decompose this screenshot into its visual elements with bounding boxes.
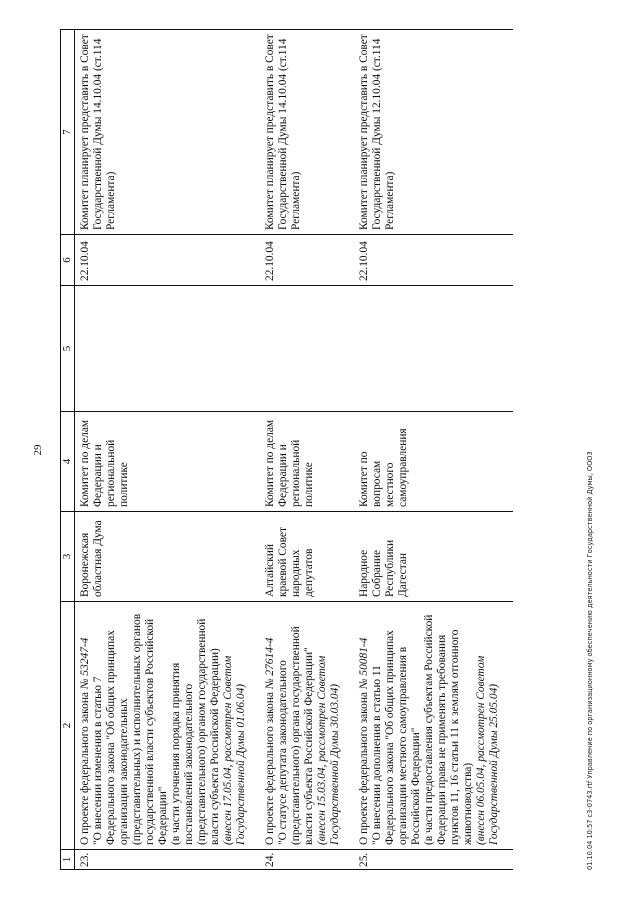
bill-title-line: организации законодательных (118, 698, 130, 845)
bill-description-cell (260, 602, 354, 850)
bill-title-line: животноводства) (462, 762, 474, 845)
action-cell: Комитет планирует представить в Совет Государственной Думы 14.10.04 (ст.114 Регламента) (75, 30, 261, 235)
bill-title-line: государственной власти субъектов Российской (144, 618, 156, 845)
row-number: 25. (354, 850, 513, 870)
bill-description-cell (75, 602, 261, 850)
bill-title-line: (в части уточнения порядка принятия (170, 662, 182, 845)
bills-table (60, 29, 513, 870)
bill-note-line: (внесен 15.03.04, рассмотрен Советом (316, 655, 328, 845)
committee-cell: Комитет по вопросам местного самоуправления (354, 412, 513, 512)
rotated-sheet (30, 30, 600, 870)
bill-note-line: Государственной Думы 30.03.04) (329, 683, 341, 845)
bill-description-cell (354, 602, 513, 850)
initiator-cell: Народное Собрание Республики Дагестан (354, 512, 513, 602)
committee-cell: Комитет по делам Федерации и региональной политике (260, 412, 354, 512)
bill-title-first-line (79, 606, 92, 845)
bill-title-line: (представительного) органа государственной (290, 626, 302, 845)
table-row (260, 30, 354, 870)
bill-title-line: пунктов 11, 16 статьи 11 к землям отгонного (449, 629, 461, 845)
bill-title-prefix: О проекте федерального закона (358, 689, 370, 845)
initiator-cell: Воронежская областная Дума (75, 512, 261, 602)
column-header: 7 (61, 30, 75, 235)
table-header-row (61, 30, 75, 870)
initiator-cell: Алтайский краевой Совет народных депутатов (260, 512, 354, 602)
bill-note-line: (внесен 06.05.04, рассмотрен Советом (475, 655, 487, 845)
bill-title-line: (в части предоставления субъектам Российской (423, 614, 435, 845)
column-header: 5 (61, 286, 75, 412)
footer-note: 01.10.04 10:57 c3-0743.rtf Управление по организационному обеспечению деятельности Государственной Думы, ООО3 (586, 451, 594, 870)
row-number: 24. (260, 850, 354, 870)
bill-number: № 53247-4 (79, 637, 91, 690)
date-cell: 22.10.04 (354, 235, 513, 286)
column-5-cell (354, 286, 513, 412)
bill-title-line: Федерации" (157, 786, 169, 845)
column-header: 3 (61, 512, 75, 602)
bill-title-line: власти субъекта Российской Федерации" (303, 647, 315, 845)
bill-title-line: Федерации права не применять требования (436, 634, 448, 845)
committee-cell: Комитет по делам Федерации и региональной политике (75, 412, 261, 512)
bill-title-line: "О внесении дополнения в статью 11 (371, 665, 383, 845)
bill-title-line: Федерального закона "Об общих принципах (105, 630, 117, 845)
bill-title-prefix: О проекте федерального закона (264, 689, 276, 845)
date-cell: 22.10.04 (260, 235, 354, 286)
bill-title-line: Российской Федерации" (410, 727, 422, 845)
column-header: 4 (61, 412, 75, 512)
table-row (75, 30, 261, 870)
column-5-cell (260, 286, 354, 412)
column-header: 6 (61, 235, 75, 286)
bill-title-line: "О внесении изменения в статью 7 (92, 676, 104, 845)
column-header: 1 (61, 850, 75, 870)
bill-title-line: постановлений законодательного (183, 683, 195, 845)
table-row (354, 30, 513, 870)
date-cell: 22.10.04 (75, 235, 261, 286)
bill-title-first-line (358, 606, 371, 845)
bill-title-line: "О статусе депутата законодательного (277, 660, 289, 845)
bill-title-line: власти субъекта Российской Федерации) (209, 648, 221, 845)
action-cell: Комитет планирует представить в Совет Государственной Думы 14.10.04 (ст.114 Регламента) (260, 30, 354, 235)
bill-number: № 27614-4 (264, 637, 276, 690)
bill-title-line: организации местного самоуправления в (397, 646, 409, 845)
row-number: 23. (75, 850, 261, 870)
bill-title-first-line (264, 606, 277, 845)
bill-number: № 50081-4 (358, 637, 370, 690)
bill-note-line: Государственной Думы 25.05.04) (488, 683, 500, 845)
bill-title-line: (представительного) органом государственной (196, 618, 208, 845)
bill-note-line: Государственной Думы 01.06.04) (235, 683, 247, 845)
bill-note-line: (внесен 17.05.04, рассмотрен Советом (222, 655, 234, 845)
bill-title-prefix: О проекте федерального закона (79, 689, 91, 845)
page-number: 29 (32, 444, 44, 456)
bill-title-line: (представительных) и исполнительных органов (131, 613, 143, 845)
column-5-cell (75, 286, 261, 412)
bill-title-line: Федерального закона "Об общих принципах (384, 630, 396, 845)
column-header: 2 (61, 602, 75, 850)
action-cell: Комитет планирует представить в Совет Государственной Думы 12.10.04 (ст.114 Регламента) (354, 30, 513, 235)
